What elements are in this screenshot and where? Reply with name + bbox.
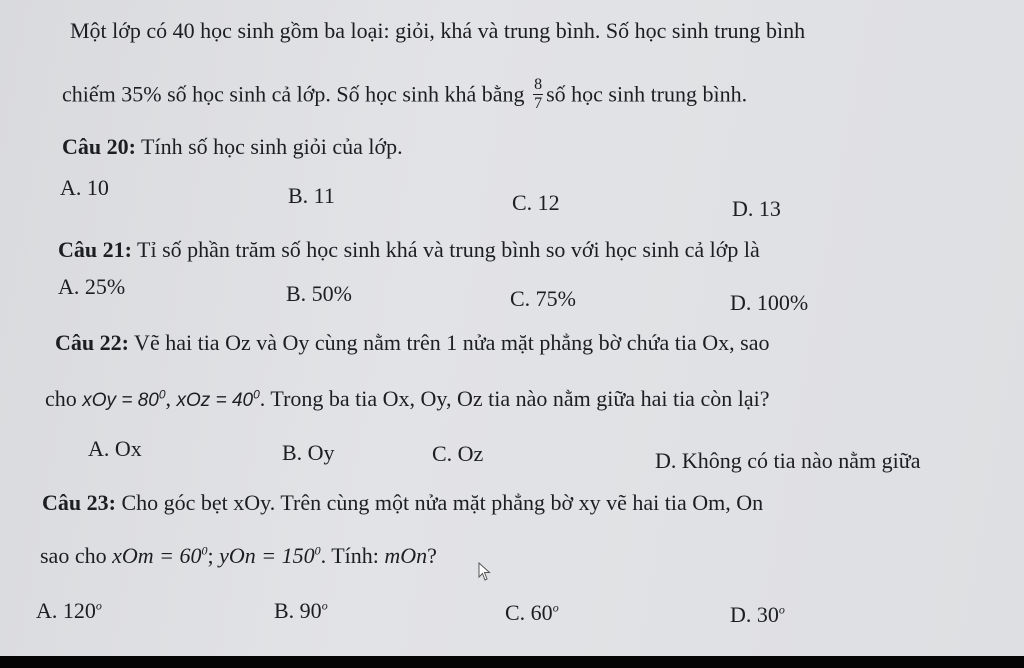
q23-option-b-text: B. 90 bbox=[274, 598, 322, 623]
degree-mark: o bbox=[95, 598, 102, 613]
q22-text-2a: cho bbox=[45, 386, 83, 411]
q23-option-c bbox=[505, 600, 559, 626]
q22-math-xoz-text: xOz = 40 bbox=[176, 390, 254, 411]
q22-option-a: A. Ox bbox=[88, 436, 142, 461]
q23-text-2a: sao cho bbox=[40, 543, 113, 568]
q21-label: Câu 21: bbox=[58, 237, 132, 262]
mouse-pointer-icon bbox=[478, 562, 492, 582]
fraction-denominator: 7 bbox=[534, 95, 543, 112]
degree-mark: o bbox=[321, 598, 328, 613]
q20-text: Tính số học sinh giỏi của lớp. bbox=[135, 134, 403, 159]
q23-math-yon bbox=[219, 543, 321, 568]
degree-mark: o bbox=[778, 602, 785, 617]
fraction-numerator: 8 bbox=[534, 76, 543, 93]
fraction-8-7 bbox=[533, 76, 543, 113]
intro-text-2a: chiếm 35% số học sinh cả lớp. Số học sinh khá bằng bbox=[62, 81, 525, 107]
intro-line-2 bbox=[62, 78, 747, 115]
q22-text: Vẽ hai tia Oz và Oy cùng nằm trên 1 nửa mặt phẳng bờ chứa tia Ox, sao bbox=[128, 330, 770, 355]
question-23 bbox=[42, 490, 763, 516]
degree-mark: 0 bbox=[314, 543, 321, 558]
degree-mark: 0 bbox=[253, 387, 260, 402]
intro-text-1: Một lớp có 40 học sinh gồm ba loại: giỏi, khá và trung bình. Số học sinh trung bình bbox=[70, 18, 806, 43]
q22-text-2b: . Trong ba tia Ox, Oy, Oz tia nào nằm giữa hai tia còn lại? bbox=[259, 386, 770, 411]
question-20 bbox=[62, 134, 403, 160]
q23-question-mark: ? bbox=[427, 543, 437, 568]
q21-text: Tỉ số phần trăm số học sinh khá và trung bình so với học sinh cả lớp là bbox=[131, 237, 760, 262]
q23-math-separator: ; bbox=[207, 543, 220, 568]
q23-math-mon: mOn bbox=[384, 543, 428, 568]
q22-option-d: D. Không có tia nào nằm giữa bbox=[655, 448, 921, 473]
question-22-line-2 bbox=[45, 386, 769, 414]
q20-option-b: B. 11 bbox=[288, 183, 335, 208]
intro-line-1 bbox=[70, 18, 805, 44]
q21-option-d: D. 100% bbox=[730, 290, 809, 315]
q20-option-d: D. 13 bbox=[732, 196, 781, 221]
q23-math-xom bbox=[112, 543, 207, 568]
degree-mark: 0 bbox=[158, 387, 166, 402]
q21-option-a: A. 25% bbox=[58, 274, 126, 299]
q22-option-c: C. Oz bbox=[432, 441, 484, 466]
q22-math-xoy bbox=[82, 387, 166, 411]
q22-math-separator: , bbox=[165, 386, 177, 411]
question-21 bbox=[58, 237, 760, 263]
q22-option-b: B. Oy bbox=[282, 440, 335, 465]
q23-option-c-text: C. 60 bbox=[505, 600, 553, 625]
q22-label: Câu 22: bbox=[55, 330, 129, 355]
degree-mark: o bbox=[552, 600, 559, 615]
q20-option-c: C. 12 bbox=[512, 190, 560, 215]
q22-math-xoy-text: xOy = 80 bbox=[82, 390, 159, 411]
q23-option-d bbox=[730, 602, 785, 628]
question-22 bbox=[55, 330, 769, 356]
q23-math-xom-text: xOm = 60 bbox=[112, 543, 202, 568]
q21-option-b: B. 50% bbox=[286, 281, 352, 306]
q23-option-d-text: D. 30 bbox=[730, 602, 779, 627]
q23-option-a bbox=[36, 598, 102, 624]
q23-math-yon-text: yOn = 150 bbox=[219, 543, 315, 568]
q20-option-a: A. 10 bbox=[60, 175, 109, 200]
intro-text-2b: số học sinh trung bình. bbox=[546, 81, 748, 107]
q23-text: Cho góc bẹt xOy. Trên cùng một nửa mặt phẳng bờ xy vẽ hai tia Om, On bbox=[115, 490, 764, 515]
degree-mark: 0 bbox=[201, 543, 208, 558]
q23-text-2b: . Tính: bbox=[320, 543, 385, 568]
question-23-line-2 bbox=[40, 543, 437, 569]
q23-label: Câu 23: bbox=[42, 490, 116, 515]
q23-option-b bbox=[274, 598, 328, 624]
bottom-dark-strip bbox=[0, 656, 1024, 668]
q22-math-xoz bbox=[176, 387, 260, 411]
q20-label: Câu 20: bbox=[62, 134, 136, 159]
q23-option-a-text: A. 120 bbox=[36, 598, 96, 623]
q21-option-c: C. 75% bbox=[510, 286, 576, 311]
